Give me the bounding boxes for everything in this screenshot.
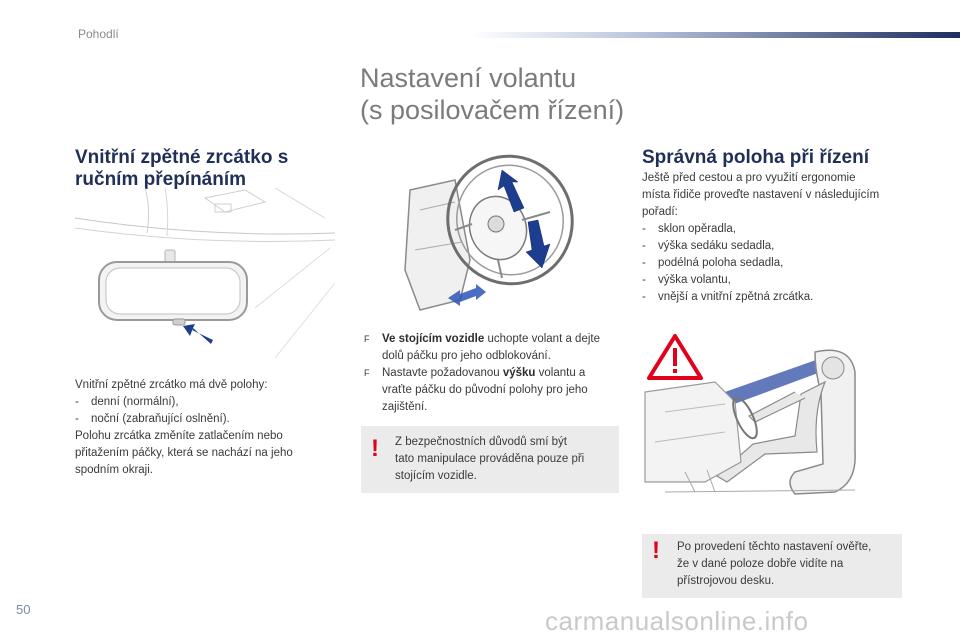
watermark: carmanualsonline.info (545, 606, 809, 636)
posture-heading: Správná poloha při řízení (642, 147, 869, 168)
warning-triangle-icon (649, 336, 701, 378)
mirror-item: - denní (normální), (75, 396, 179, 408)
posture-item: - výška sedáku sedadla, (642, 240, 775, 252)
driver-posture-illustration (645, 332, 880, 504)
page-title-line2: (s posilovačem řízení) (360, 95, 625, 125)
section-label: Pohodlí (78, 27, 119, 41)
mirror-description (75, 377, 355, 479)
page-number: 50 (16, 602, 31, 617)
header-bar (470, 32, 960, 38)
mirror-intro: Vnitřní zpětné zrcátko má dvě polohy: (75, 379, 268, 391)
mirror-illustration (75, 188, 335, 368)
posture-item: - vnější a vnitřní zpětná zrcátka. (642, 291, 814, 303)
mirror-heading (75, 147, 335, 191)
posture-item: - výška volantu, (642, 274, 731, 286)
posture-description: Ještě před cestou a pro využití ergonomie místa řidiče proveďte nastavení v následujícím pořadí: - sklon opěradla, - výška sedáku sedadla, - podélná poloha sedadla, - výška volantu, - vnější a vnitřní zpětná zrcátka. (642, 170, 932, 306)
lever-arrow-icon (183, 324, 213, 344)
mirror-text-line: Polohu zrcátka změníte zatlačením nebo (75, 430, 283, 442)
instruction-item: F Nastavte požadovanou výšku volantu a vraťte páčku do původní polohy pro jeho zajištění. (364, 367, 588, 413)
warning-icon: ! (652, 537, 660, 564)
posture-item: - sklon opěradla, (642, 223, 736, 235)
safety-warning-box: ! Z bezpečnostních důvodů smí být tato manipulace prováděna pouze při stojícím vozidle. (361, 426, 619, 493)
posture-item: - podélná poloha sedadla, (642, 257, 784, 269)
mirror-text-line: přitažením páčky, která se nachází na jeho (75, 447, 293, 459)
posture-warning-box: ! Po provedení těchto nastavení ověřte, že v dané poloze dobře vidíte na přístrojovou desku. (642, 534, 902, 598)
steering-wheel-illustration (400, 150, 590, 320)
mirror-heading-line2: ručním přepínáním (75, 169, 247, 190)
mirror-text-line: spodním okraji. (75, 464, 153, 476)
warning-icon: ! (371, 435, 379, 462)
steering-instructions (362, 331, 632, 416)
mirror-item: - noční (zabraňující oslnění). (75, 413, 230, 425)
page-title-line1: Nastavení volantu (360, 63, 577, 93)
mirror-heading-line1: Vnitřní zpětné zrcátko s (75, 147, 289, 168)
page-title (360, 62, 624, 126)
instruction-item: F Ve stojícím vozidle uchopte volant a dejte dolů páčku pro jeho odblokování. (364, 333, 600, 362)
